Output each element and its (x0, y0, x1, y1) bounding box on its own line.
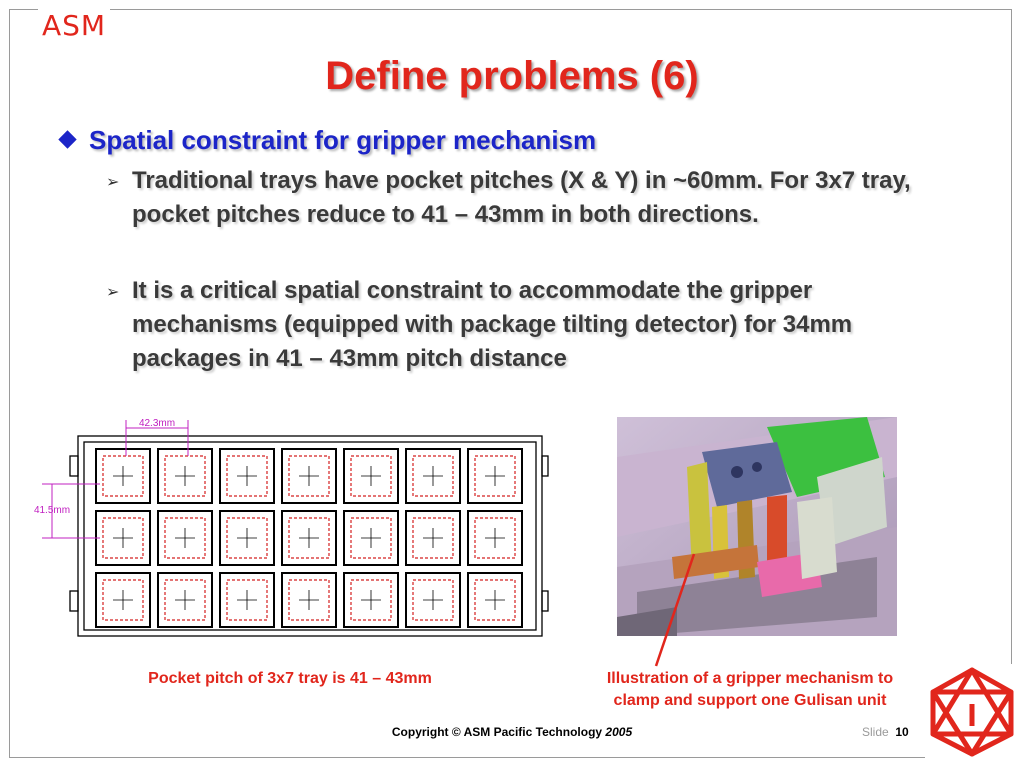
tray-pocket (282, 449, 336, 503)
tray-pocket (220, 449, 274, 503)
tray-pocket (96, 449, 150, 503)
tray-pocket (406, 573, 460, 627)
slide-label: Slide (862, 725, 889, 739)
copyright-text: Copyright © ASM Pacific Technology (391, 725, 603, 739)
sub-point-text: It is a critical spatial constraint to accommodate the gripper mechanisms (equipped with package tilting detector) for 34mm packages in 41 – 43mm pitch distance (132, 277, 853, 372)
tray-pocket (406, 511, 460, 565)
tray-pocket (220, 573, 274, 627)
gripper-caption-line-2: clamp and support one Gulisan unit (613, 692, 887, 709)
tray-pocket (344, 449, 398, 503)
diamond-bullet-icon (58, 130, 76, 148)
tray-pocket (158, 511, 212, 565)
tray-pocket (468, 449, 522, 503)
sub-point-1 (106, 164, 956, 232)
tray-pocket (158, 573, 212, 627)
tray-caption: Pocket pitch of 3x7 tray is 41 – 43mm (148, 670, 432, 687)
tray-pocket (158, 449, 212, 503)
tray-pocket (468, 573, 522, 627)
slide-number (862, 725, 909, 739)
tray-pocket (96, 573, 150, 627)
arrow-bullet-icon: ➢ (106, 282, 120, 301)
sub-point-2 (106, 274, 956, 376)
dimension-lines (42, 420, 188, 538)
gripper-caption-line-1: Illustration of a gripper mechanism to (606, 670, 894, 687)
dim-x-label: 42.3mm (138, 418, 176, 429)
copyright-year: 2005 (605, 725, 633, 739)
tray-pocket (406, 449, 460, 503)
asm-emblem-logo (925, 664, 1019, 760)
arrow-bullet-icon: ➢ (106, 172, 120, 191)
slide-title: Define problems (6) (325, 54, 699, 98)
asm-logo: ASM (38, 8, 110, 44)
tray-pocket (282, 511, 336, 565)
tray-pocket (96, 511, 150, 565)
tray-pocket (282, 573, 336, 627)
slide-number-value: 10 (895, 725, 909, 739)
tray-drawing (22, 416, 550, 640)
tray-pocket (468, 511, 522, 565)
sub-point-text: Traditional trays have pocket pitches (X & Y) in ~60mm. For 3x7 tray, pocket pitches reduce to 41 – 43mm in both directions. (132, 167, 911, 228)
tray-pocket (344, 511, 398, 565)
section-heading-text: Spatial constraint for gripper mechanism (89, 125, 597, 155)
tray-pocket (344, 573, 398, 627)
tray-pocket (220, 511, 274, 565)
section-heading (56, 122, 596, 158)
dim-y-label: 41.5mm (33, 505, 71, 516)
pointer-line (650, 552, 700, 670)
